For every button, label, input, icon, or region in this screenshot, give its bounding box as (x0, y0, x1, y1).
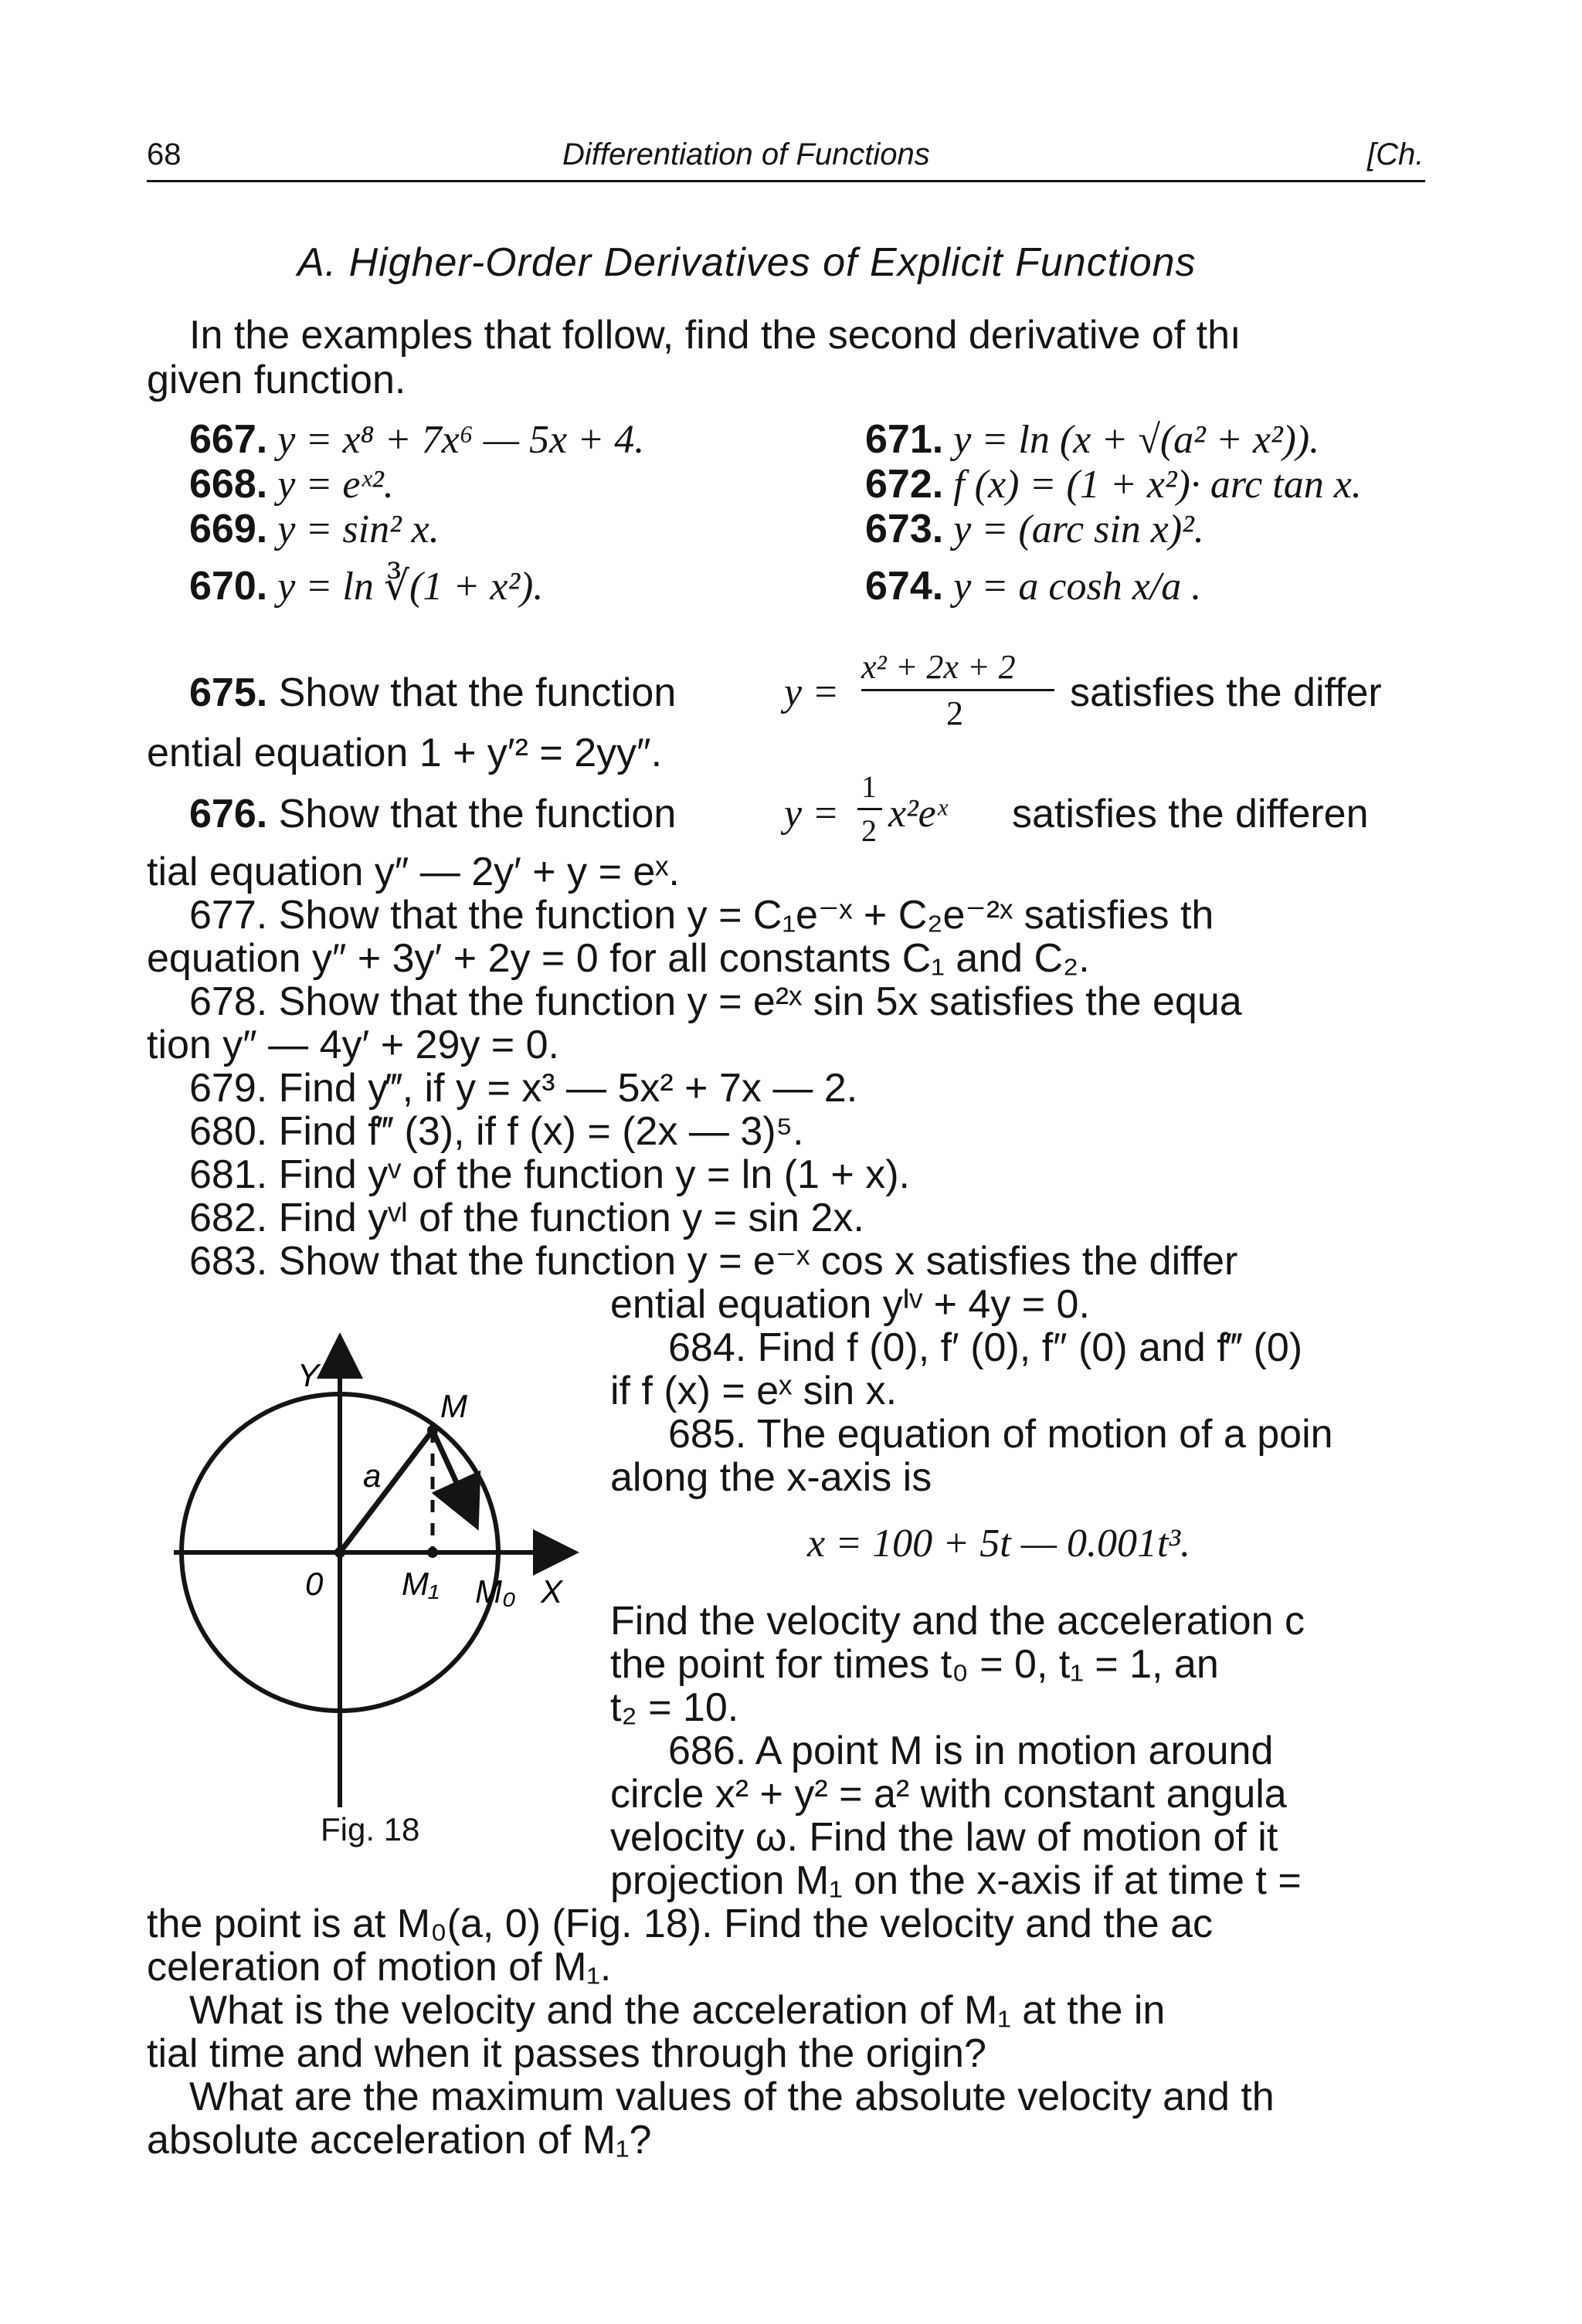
exercise-667 (189, 417, 644, 463)
exercise-expression: y = x⁸ + 7x⁶ — 5x + 4. (277, 418, 645, 462)
fraction-denominator: 2 (861, 813, 877, 848)
intro-line-2: given function. (147, 358, 406, 402)
problem-685-line-1: 685. The equation of motion of a poin (668, 1412, 1333, 1457)
problem-676 (189, 792, 676, 836)
exercise-expression: y = ln ∛(1 + x²). (277, 565, 544, 609)
radius-label: a (363, 1457, 382, 1494)
problem-686-line-4: projection M₁ on the x-axis if at time t = (610, 1858, 1302, 1903)
point-m1 (427, 1547, 438, 1558)
problem-686-line-9: What are the maximum values of the absolute velocity and th (189, 2075, 1275, 2119)
exercise-expression: y = (arc sin x)². (953, 507, 1204, 551)
exercise-number: 671. (865, 417, 944, 462)
problem-text: Show that the function (278, 670, 677, 715)
problem-686-line-8: tial time and when it passes through the origin? (147, 2031, 986, 2076)
motion-equation: x = 100 + 5t — 0.001t³. (807, 1522, 1190, 1566)
problem-number: 676. (189, 792, 268, 836)
header-rule (147, 180, 1425, 182)
origin-label: 0 (305, 1566, 324, 1602)
m1-label: M₁ (402, 1566, 440, 1602)
problem-675 (189, 670, 676, 715)
problem-expression: x²eˣ (888, 792, 948, 836)
x-axis-label: X (541, 1573, 563, 1610)
problem-685-line-3: Find the velocity and the acceleration c (610, 1599, 1305, 1644)
problem-680: 680. Find f‴ (3), if f (x) = (2x — 3)⁵. (189, 1109, 804, 1154)
exercise-expression: y = eˣ². (277, 463, 394, 507)
exercise-expression: y = ln (x + √(a² + x²)). (953, 418, 1320, 462)
exercise-668 (189, 462, 394, 507)
problem-684-line-2: if f (x) = eˣ sin x. (610, 1369, 898, 1413)
problem-text: satisfies the differ (1070, 670, 1382, 715)
problem-679: 679. Find y‴, if y = x³ — 5x² + 7x — 2. (189, 1066, 858, 1111)
problem-686-line-6: celeration of motion of M₁. (147, 1945, 612, 1990)
problem-678-line-1: 678. Show that the function y = e²ˣ sin 5x satisfies the equa (189, 979, 1242, 1024)
problem-675-line-2: ential equation 1 + y′² = 2yy″. (147, 731, 663, 775)
exercise-number: 674. (865, 564, 944, 609)
problem-685-line-2: along the x-axis is (610, 1455, 932, 1500)
exercise-number: 668. (189, 462, 268, 507)
point-m (427, 1425, 438, 1436)
exercise-671 (865, 417, 1319, 463)
figure-caption: Fig. 18 (321, 1811, 420, 1847)
exercise-number: 667. (189, 417, 268, 462)
problem-686-line-10: absolute acceleration of M₁? (147, 2118, 652, 2163)
problem-text: Show that the function (278, 792, 677, 836)
exercise-expression: y = sin² x. (277, 507, 440, 551)
page-number: 68 (147, 137, 182, 171)
exercise-number: 670. (189, 564, 268, 609)
problem-683-line-2: ential equation yᴵᵛ + 4y = 0. (610, 1282, 1090, 1327)
problem-686-line-7: What is the velocity and the acceleration of M₁ at the in (189, 1988, 1166, 2033)
exercise-672 (865, 462, 1362, 507)
problem-677-line-2: equation y″ + 3y′ + 2y = 0 for all constants C₁ and C₂. (147, 936, 1090, 981)
problem-684-line-1: 684. Find f (0), f′ (0), f″ (0) and f‴ (0) (668, 1325, 1303, 1370)
origin-point (334, 1547, 345, 1558)
problem-686-line-3: velocity ω. Find the law of motion of it (610, 1815, 1278, 1860)
problem-683-line-1: 683. Show that the function y = e⁻ˣ cos x satisfies the differ (189, 1239, 1238, 1284)
exercise-expression: y = a cosh x/a . (953, 565, 1202, 609)
equals-sign: y = (784, 670, 840, 714)
problem-685-line-5: t₂ = 10. (610, 1685, 739, 1730)
exercise-670 (189, 564, 543, 609)
problem-681: 681. Find yᵛ of the function y = ln (1 + x). (189, 1152, 910, 1197)
exercise-674 (865, 564, 1201, 609)
fraction-numerator: x² + 2x + 2 (861, 648, 1016, 686)
problem-text: satisfies the differen (1012, 792, 1369, 836)
problem-686-line-1: 686. A point M is in motion around (668, 1729, 1274, 1773)
problem-678-line-2: tion y″ — 4y′ + 29y = 0. (147, 1023, 559, 1067)
equals-sign: y = (784, 792, 840, 836)
fraction-bar (857, 808, 882, 810)
section-title: A. Higher-Order Derivatives of Explicit Functions (297, 240, 1197, 285)
fraction-denominator: 2 (946, 694, 963, 732)
exercise-number: 672. (865, 462, 944, 507)
fraction-numerator: 1 (861, 769, 877, 804)
chapter-mark: [Ch. (1367, 137, 1424, 171)
radius-line (340, 1430, 433, 1552)
problem-676-line-2: tial equation y″ — 2y′ + y = eˣ. (147, 850, 680, 894)
exercise-number: 669. (189, 507, 268, 551)
problem-686-line-2: circle x² + y² = a² with constant angula (610, 1772, 1287, 1817)
point-m-label: M (440, 1388, 467, 1424)
exercise-expression: f (x) = (1 + x²)· arc tan x. (953, 463, 1362, 507)
problem-682: 682. Find yᵛᴵ of the function y = sin 2x. (189, 1196, 864, 1240)
problem-677-line-1: 677. Show that the function y = C₁e⁻ˣ + C₂e⁻²ˣ satisfies th (189, 893, 1214, 938)
intro-line-1: In the examples that follow, find the second derivative of thı (189, 313, 1241, 358)
exercise-number: 673. (865, 507, 944, 551)
exercise-673 (865, 507, 1204, 552)
exercise-669 (189, 507, 440, 552)
m0-label: M₀ (475, 1573, 516, 1610)
figure-18 (139, 1313, 603, 1854)
problem-685-line-4: the point for times t₀ = 0, t₁ = 1, an (610, 1642, 1219, 1687)
fraction-bar (861, 689, 1054, 691)
problem-number: 675. (189, 670, 268, 715)
running-title: Differentiation of Functions (562, 137, 930, 171)
problem-686-line-5: the point is at M₀(a, 0) (Fig. 18). Find the velocity and the ac (147, 1902, 1214, 1946)
y-axis-label: Y (297, 1357, 320, 1393)
